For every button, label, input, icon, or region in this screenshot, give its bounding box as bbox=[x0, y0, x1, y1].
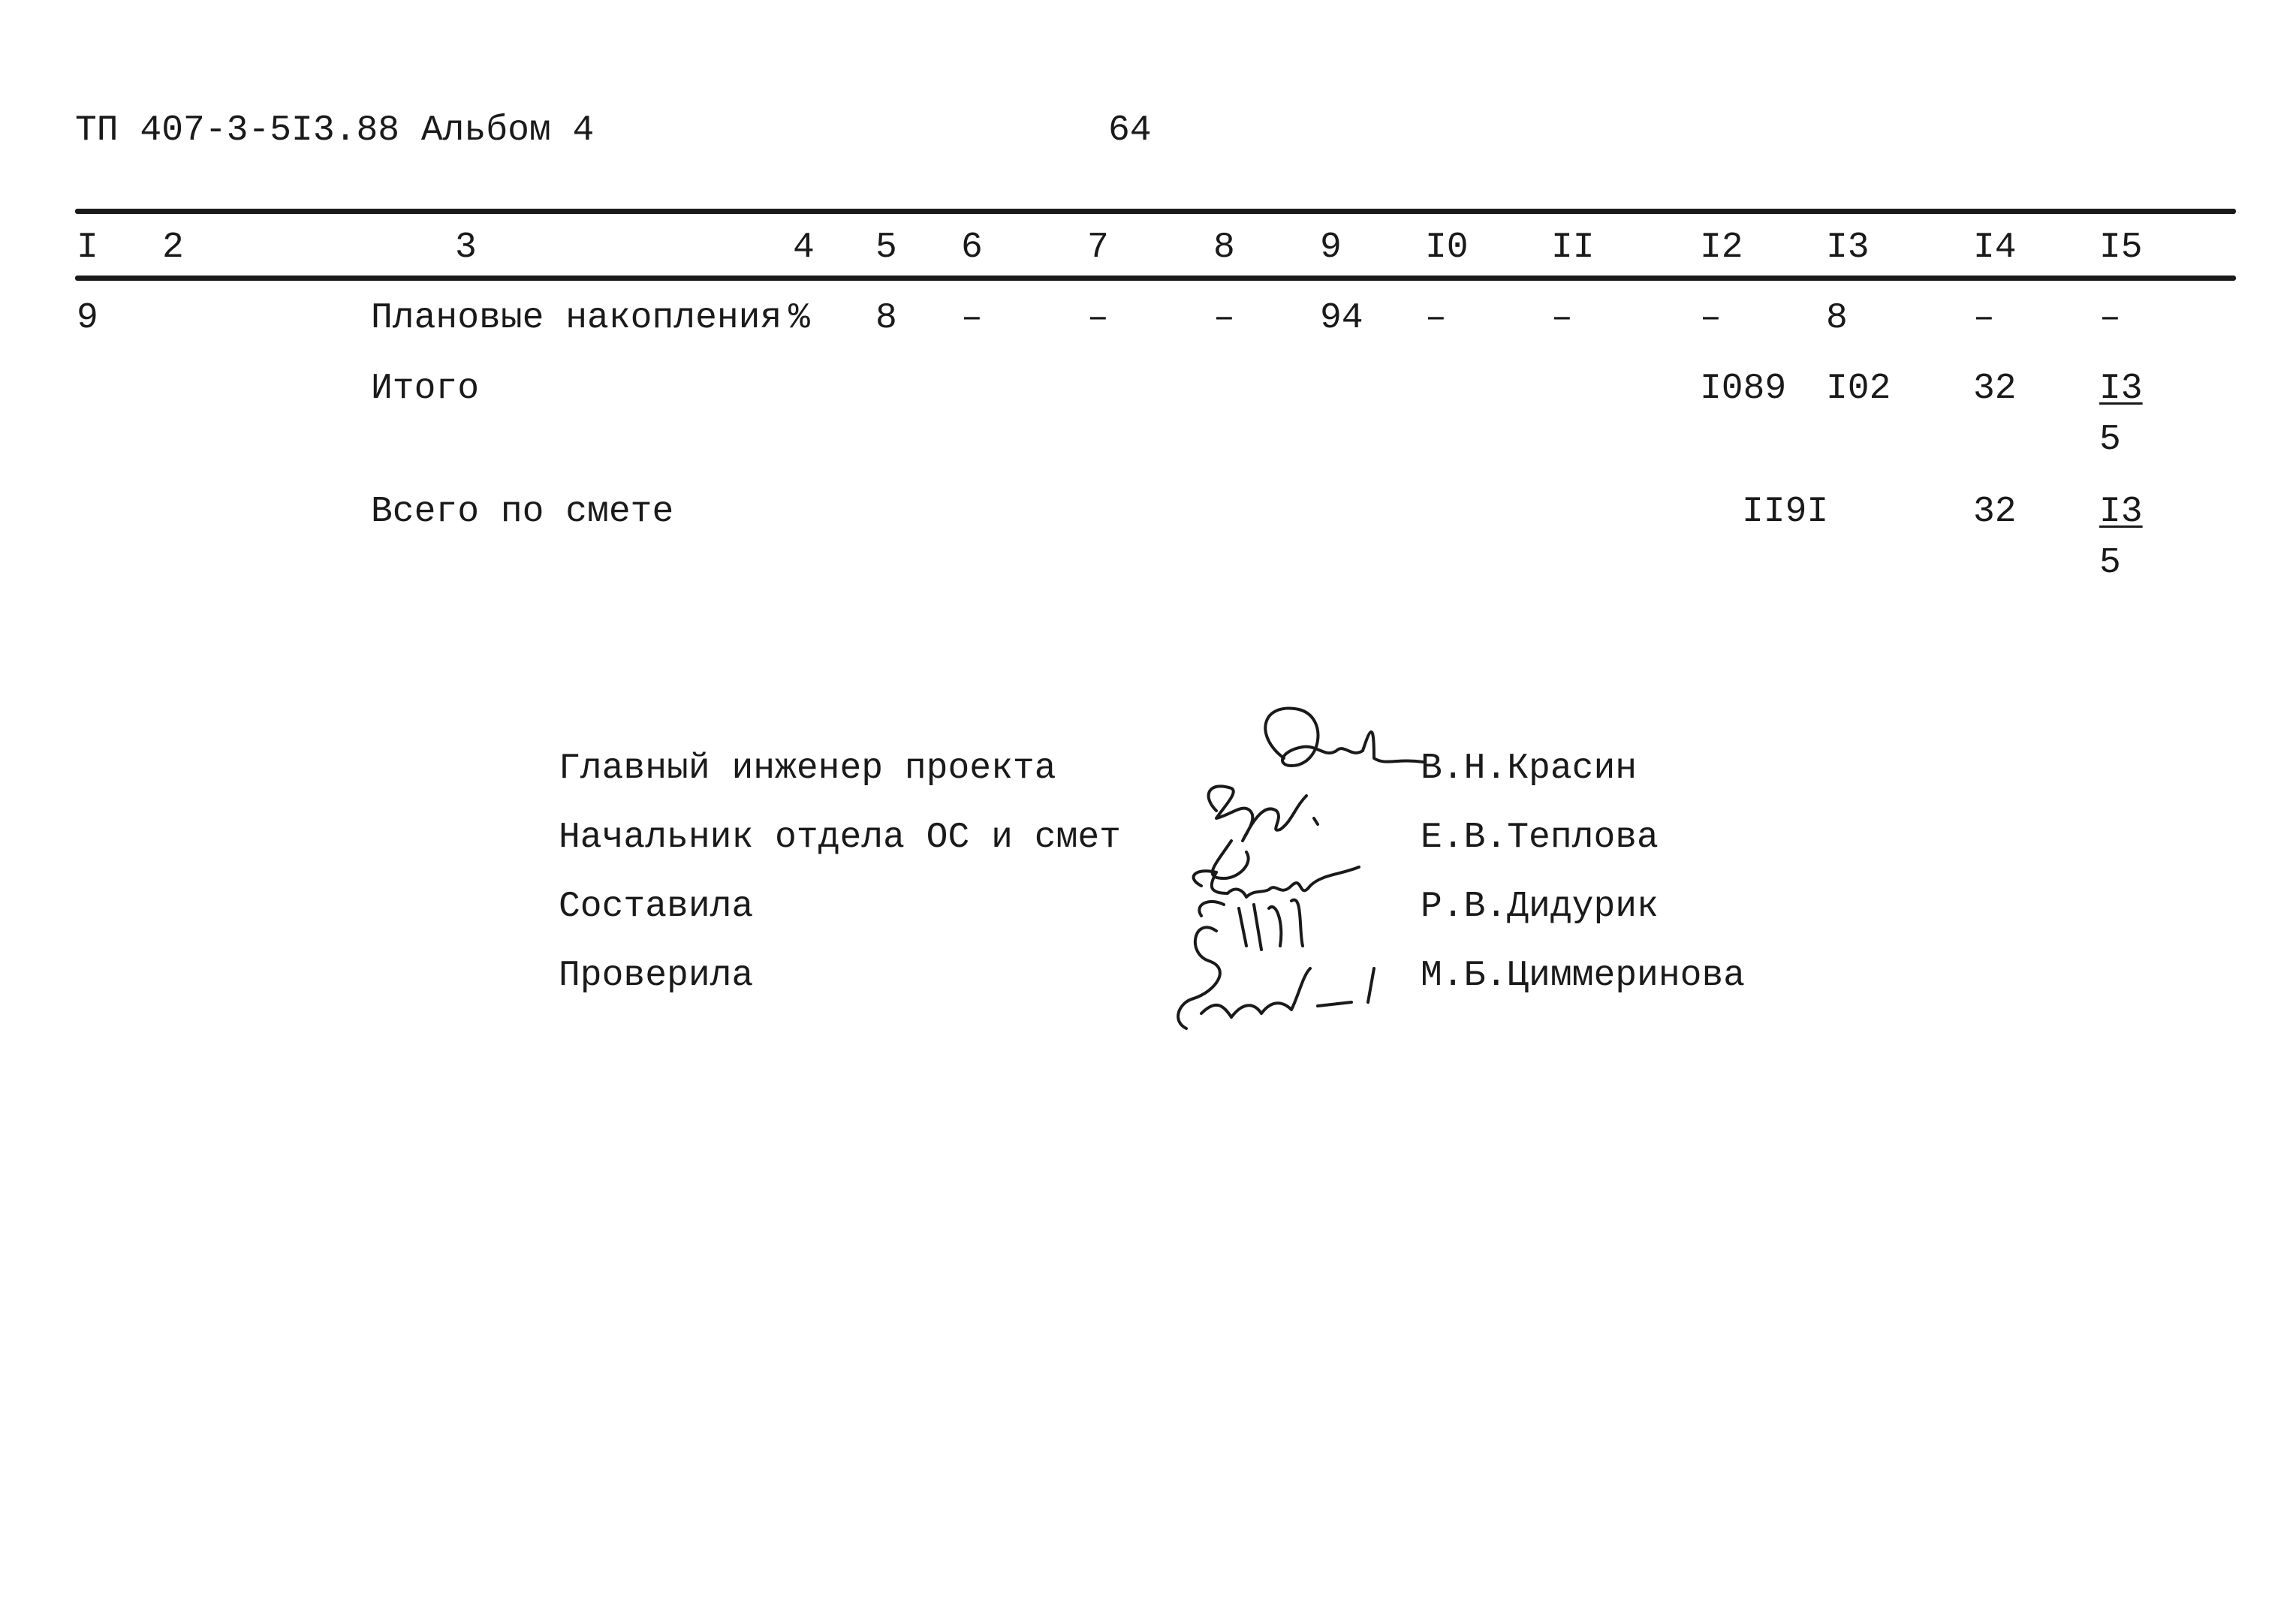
row-cell-5: 8 bbox=[875, 298, 897, 339]
signature-name-department-head: Е.В.Теплова bbox=[1421, 818, 1659, 858]
column-header-3: 3 bbox=[455, 227, 477, 268]
vsego-cell-14: 32 bbox=[1973, 492, 2017, 532]
signature-role-chief-engineer: Главный инженер проекта bbox=[559, 748, 1056, 789]
column-header-1: I bbox=[77, 227, 98, 268]
row-cell-7: – bbox=[1087, 298, 1109, 339]
column-header-7: 7 bbox=[1087, 227, 1109, 268]
itogo-cell-15-bottom: 5 bbox=[2099, 420, 2121, 460]
column-header-15: I5 bbox=[2099, 227, 2143, 268]
document-code: ТП 407-3-5I3.88 Альбом 4 bbox=[75, 110, 595, 151]
header-rule bbox=[75, 276, 2236, 281]
row-cell-15: – bbox=[2099, 298, 2121, 339]
signature-name-compiled-by: Р.В.Дидурик bbox=[1421, 887, 1659, 927]
column-header-6: 6 bbox=[961, 227, 983, 268]
itogo-cell-14: 32 bbox=[1973, 369, 2017, 409]
handwritten-signatures-icon bbox=[1171, 706, 1487, 1051]
row-cell-6: – bbox=[961, 298, 983, 339]
column-header-13: I3 bbox=[1826, 227, 1870, 268]
row-cell-12: – bbox=[1700, 298, 1722, 339]
row-cell-10: – bbox=[1425, 298, 1447, 339]
vsego-cell-12-13: II9I bbox=[1742, 492, 1829, 532]
column-header-4: 4 bbox=[793, 227, 815, 268]
row-cell-14: – bbox=[1973, 298, 1995, 339]
vsego-label: Всего по смете bbox=[371, 492, 674, 532]
column-header-5: 5 bbox=[875, 227, 897, 268]
signature-name-checked-by: М.Б.Циммеринова bbox=[1421, 956, 1746, 996]
itogo-cell-15-top: I3 bbox=[2099, 369, 2143, 409]
column-header-14: I4 bbox=[1973, 227, 2017, 268]
signature-name-chief-engineer: В.Н.Красин bbox=[1421, 748, 1638, 789]
column-header-2: 2 bbox=[162, 227, 184, 268]
top-rule bbox=[75, 209, 2236, 214]
row-cell-8: – bbox=[1213, 298, 1235, 339]
column-header-8: 8 bbox=[1213, 227, 1235, 268]
itogo-cell-13: I02 bbox=[1826, 369, 1891, 409]
page-number: 64 bbox=[1108, 110, 1152, 151]
signature-role-compiled-by: Составила bbox=[559, 887, 754, 927]
row-cell-11: – bbox=[1551, 298, 1573, 339]
signature-role-checked-by: Проверила bbox=[559, 956, 754, 996]
column-header-11: II bbox=[1551, 227, 1595, 268]
itogo-cell-12: I089 bbox=[1700, 369, 1787, 409]
row-number: 9 bbox=[77, 298, 98, 339]
row-cell-9: 94 bbox=[1320, 298, 1363, 339]
signature-role-department-head: Начальник отдела ОС и смет bbox=[559, 818, 1121, 858]
row-cell-13: 8 bbox=[1826, 298, 1848, 339]
itogo-label: Итого bbox=[371, 369, 480, 409]
vsego-cell-15-top: I3 bbox=[2099, 492, 2143, 532]
column-header-9: 9 bbox=[1320, 227, 1342, 268]
row-unit: % bbox=[788, 298, 810, 339]
column-header-10: I0 bbox=[1425, 227, 1469, 268]
column-header-12: I2 bbox=[1700, 227, 1743, 268]
row-name: Плановые накопления bbox=[371, 298, 782, 339]
vsego-cell-15-bottom: 5 bbox=[2099, 543, 2121, 583]
